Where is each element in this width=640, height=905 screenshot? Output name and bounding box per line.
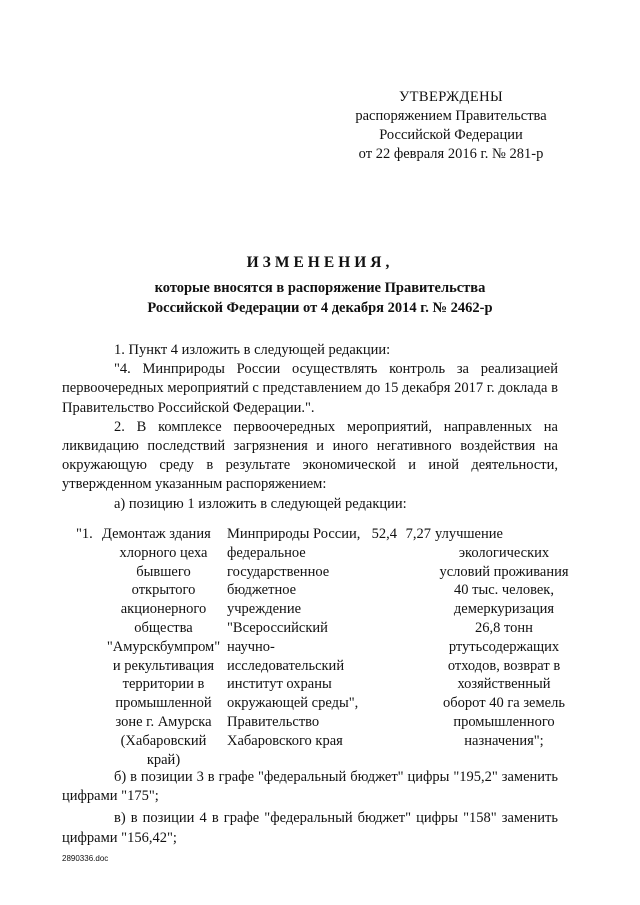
position-name-line: открытого <box>131 582 196 599</box>
approval-block <box>340 88 562 164</box>
document-title: ИЗМЕНЕНИЯ, <box>246 254 394 271</box>
paragraph-2: "4. Минприроды России осуществлять контроль за реализацией первоочередных мероприятий с представлением до 15 декабря 2017 г. доклада в Правительство Российской Федерации.". <box>62 361 558 416</box>
position-result-line: хозяйственный <box>457 676 551 693</box>
position-org-line: научно- <box>227 638 275 655</box>
approval-line-2: Российской Федерации <box>379 127 523 143</box>
position-result-line: условий проживания <box>439 563 569 580</box>
position-org-line: федеральное <box>227 544 306 561</box>
position-value-2: 7,27 <box>405 526 431 542</box>
position-name-line: и рекультивация <box>112 657 215 674</box>
position-row <box>76 525 573 769</box>
position-number: "1. <box>76 526 93 542</box>
position-result-line: ртутьсодержащих <box>448 638 560 655</box>
position-value-1: 52,4 <box>371 526 397 542</box>
position-name-line: хлорного цеха <box>119 544 208 561</box>
position-result-line: промышленного <box>453 713 555 730</box>
document-subtitle <box>0 278 640 318</box>
position-table <box>76 525 573 769</box>
position-result-line: 26,8 тонн <box>475 619 533 636</box>
position-name-line: территории в <box>122 676 205 693</box>
position-result-line: демеркуризация <box>453 601 555 618</box>
approval-heading: УТВЕРЖДЕНЫ <box>398 89 504 105</box>
paragraph-6: в) в позиции 4 в графе "федеральный бюджет" цифры "158" заменить цифрами "156,42"; <box>62 810 558 846</box>
paragraph-4: а) позицию 1 изложить в следующей редакции: <box>114 495 407 512</box>
paragraph-1: 1. Пункт 4 изложить в следующей редакции: <box>114 342 391 358</box>
approval-line-3: от 22 февраля 2016 г. № 281-р <box>358 146 544 162</box>
paragraph-5: б) в позиции 3 в графе "федеральный бюджет" цифры "195,2" заменить цифрами "175"; <box>62 769 558 805</box>
position-name-line: Демонтаж здания <box>102 526 211 542</box>
subtitle-line-2: Российской Федерации от 4 декабря 2014 г. № 2462-р <box>147 300 493 316</box>
position-org-line: окружающей среды", <box>227 695 359 712</box>
position-org-line: Хабаровского края <box>227 732 343 749</box>
position-result-line: отходов, возврат в <box>447 657 561 674</box>
position-result-line: назначения"; <box>464 732 544 749</box>
position-name-line: "Амурскбумпром" <box>106 638 221 655</box>
position-org-line: "Всероссийский <box>227 619 328 636</box>
document-body <box>62 341 558 514</box>
position-org-line: Минприроды России, <box>227 526 361 542</box>
file-footer: 2890336.doc <box>62 854 109 863</box>
approval-line-1: распоряжением Правительства <box>355 108 547 124</box>
position-result-line: 40 тыс. человек, <box>454 582 554 599</box>
document-body-continued <box>62 768 558 848</box>
position-organization <box>225 525 363 769</box>
position-name-line: зоне г. Амурска <box>115 713 212 730</box>
position-result-line: экологических <box>458 544 550 561</box>
subtitle-line-1: которые вносятся в распоряжение Правительства <box>154 280 486 296</box>
position-name-line: бывшего <box>136 563 191 580</box>
position-name-line: промышленной <box>115 695 212 712</box>
position-org-line: государственное <box>227 563 330 580</box>
position-name-line: (Хабаровский <box>120 732 207 749</box>
position-org-line: бюджетное <box>227 582 297 599</box>
position-name-line: общества <box>134 619 193 636</box>
position-result-line: оборот 40 га земель <box>443 695 565 712</box>
paragraph-3: 2. В комплексе первоочередных мероприятий, направленных на ликвидацию последствий загрязнения и иного негативного воздействия на окружающую среду в результате экономической и иной деятельности, утвержденном указанным распоряжением: <box>62 418 558 493</box>
position-org-line: Правительство <box>227 713 320 730</box>
position-name-line: край) <box>146 751 181 768</box>
position-org-line: институт охраны <box>227 676 332 693</box>
position-org-line: исследовательский <box>227 657 345 674</box>
position-name <box>102 525 225 769</box>
position-result-line: улучшение <box>435 526 503 542</box>
position-name-line: акционерного <box>120 601 207 618</box>
position-result <box>431 525 573 769</box>
position-org-line: учреждение <box>227 601 302 618</box>
